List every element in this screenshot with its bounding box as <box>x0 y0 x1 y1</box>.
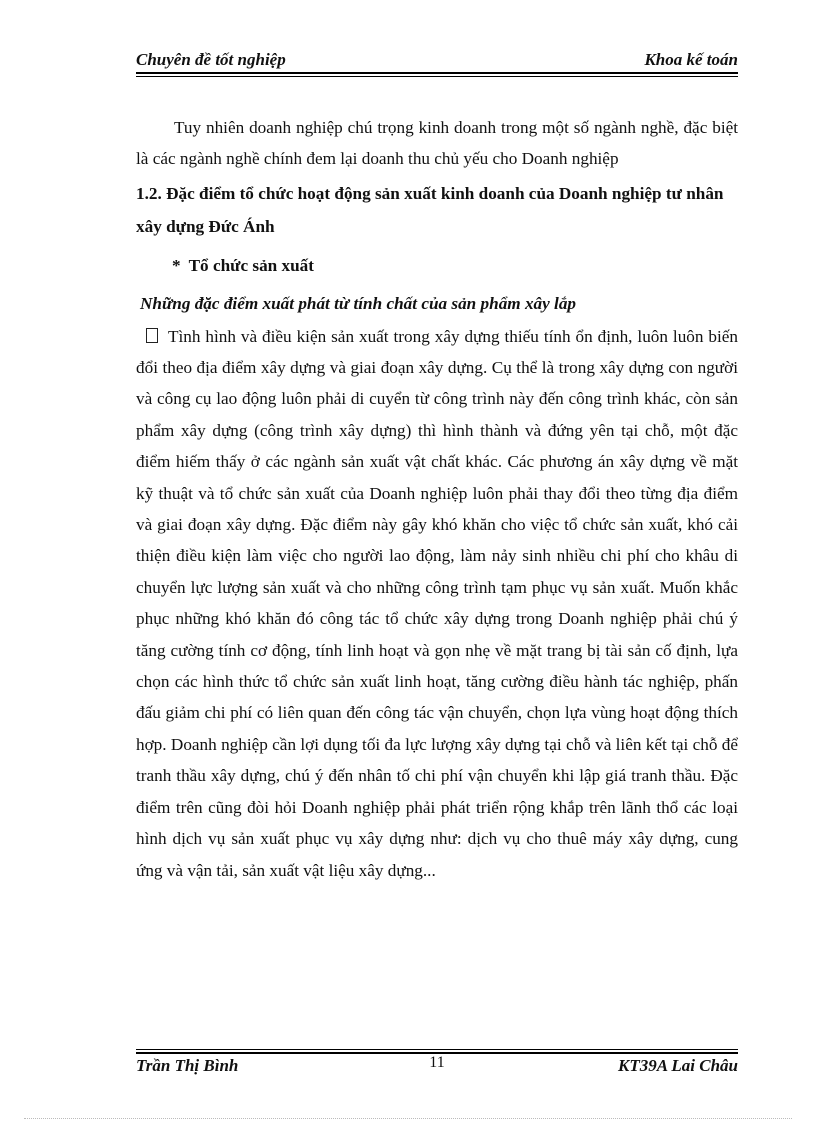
intro-paragraph: Tuy nhiên doanh nghiệp chú trọng kinh doanh trong một số ngành nghề, đặc biệt là các ngành nghề chính đem lại doanh thu chủ yếu cho Doanh nghiệp <box>136 118 738 169</box>
sub-heading <box>172 251 738 281</box>
bullet-box-icon <box>146 328 158 343</box>
footer-author: Trần Thị Bình <box>136 1056 239 1075</box>
footer-class: KT39A Lai Châu <box>618 1056 738 1075</box>
sub-heading-text: Tổ chức sản xuất <box>188 255 314 275</box>
footer-rule-thin <box>136 1049 738 1050</box>
section-heading: 1.2. Đặc điểm tổ chức hoạt động sản xuất kinh doanh của Doanh nghiệp tư nhân xây dựng Đức Ánh <box>136 183 724 236</box>
header-right-title: Khoa kế toán <box>644 50 738 69</box>
sub-heading-star: * <box>172 255 181 275</box>
italic-subheading: Những đặc điểm xuất phát từ tính chất của sản phẩm xây lắp <box>140 293 577 313</box>
header-rule-thin <box>136 76 738 77</box>
page-number: 11 <box>429 1054 445 1071</box>
page-header <box>136 48 738 70</box>
body-paragraph <box>136 321 738 886</box>
header-left-title: Chuyên đề tốt nghiệp <box>136 50 286 69</box>
bottom-dotted-divider <box>24 1118 792 1119</box>
page-content <box>136 112 738 886</box>
body-paragraph-text: Tình hình và điều kiện sản xuất trong xây dựng thiếu tính ổn định, luôn luôn biến đổi theo địa điểm xây dựng và giai đoạn xây dựng. Cụ thể là trong xây dựng con người và công cụ lao động luôn phải di cuyển từ công trình này đến công trình khác, còn sản phẩm xây dựng (công trình xây dựng) thì hình thành và đứng yên tại chỗ, một đặc điểm hiếm thấy ở các ngành sản xuất vật chất khác. Các phương án xây dựng về mặt kỹ thuật và tổ chức sản xuất của Doanh nghiệp luôn phải thay đổi theo từng địa điểm và giai đoạn xây dựng. Đặc điểm này gây khó khăn cho việc tổ chức sản xuất, khó cải thiện điều kiện làm việc cho người lao động, làm nảy sinh nhiều chi phí cho khâu di chuyển lực lượng sản xuất và cho những công trình tạm phục vụ sản xuất. Muốn khắc phục những khó khăn đó công tác tổ chức xây dựng trong Doanh nghiệp phải chú ý tăng cường tính cơ động, tính linh hoạt và gọn nhẹ về mặt trang bị tài sản cố định, lựa chọn các hình thức tổ chức sản xuất linh hoạt, tăng cường điều hành tác nghiệp, phấn đấu giảm chi phí có liên quan đến công tác vận chuyển, chọn lựa vùng hoạt động thích hợp. Doanh nghiệp cần lợi dụng tối đa lực lượng xây dựng tại chỗ và liên kết tại chỗ để tranh thầu xây dựng, chú ý đến nhân tố chi phí vận chuyển khi lập giá tranh thầu. Đặc điểm trên cũng đòi hỏi Doanh nghiệp phải phát triển rộng khắp trên lãnh thổ các loại hình dịch vụ sản xuất phục vụ xây dựng như: dịch vụ cho thuê máy xây dựng, cung ứng và vận tải, sản xuất vật liệu xây dựng... <box>136 326 738 880</box>
header-rule-thick <box>136 72 738 74</box>
page-footer <box>136 1054 738 1078</box>
